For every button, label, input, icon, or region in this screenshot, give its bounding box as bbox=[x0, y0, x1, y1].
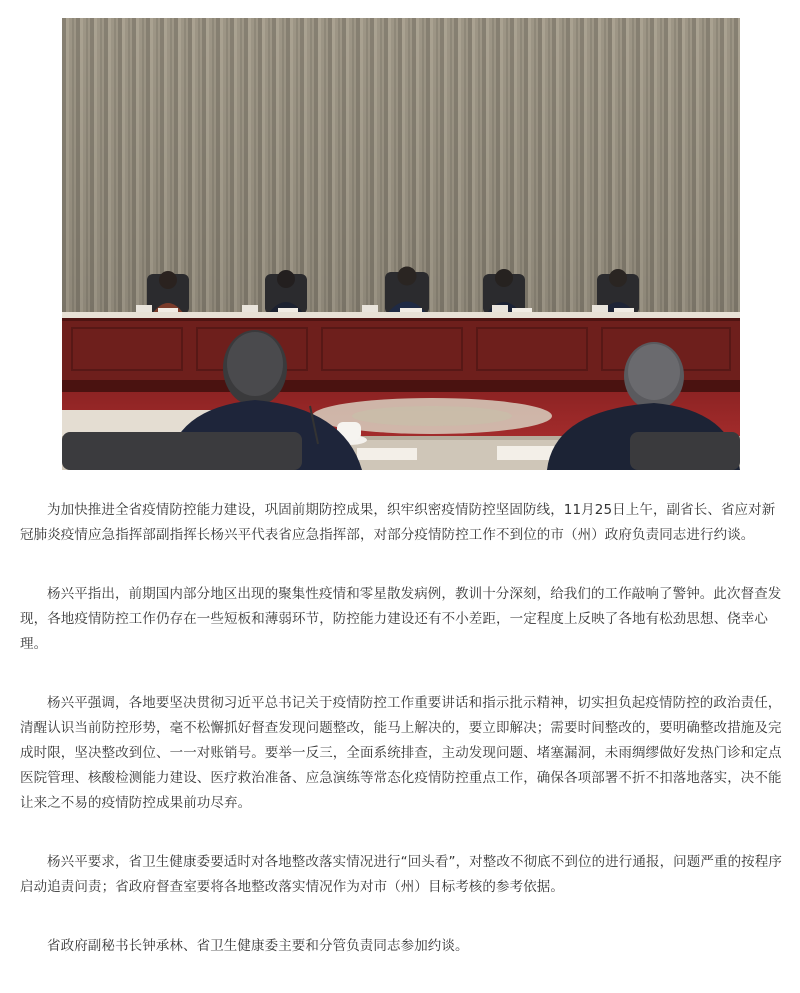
article-paragraph: 省政府副秘书长钟承林、省卫生健康委主要和分管负责同志参加约谈。 bbox=[47, 938, 469, 954]
article-paragraph: 为加快推进全省疫情防控能力建设，巩固前期防控成果，织牢织密疫情防控坚固防线，11月25日上午，副省长、省应对新冠肺炎疫情应急指挥部副指挥长杨兴平代表省应急指挥部，对部分疫情防控工作不到位的市（州）政府负责同志进行约谈。 bbox=[20, 502, 776, 543]
article-paragraph: 杨兴平指出，前期国内部分地区出现的聚集性疫情和零星散发病例，教训十分深刻，给我们的工作敲响了警钟。此次督查发现，各地疫情防控工作仍存在一些短板和薄弱环节，防控能力建设还有不小差距，一定程度上反映了各地有松劲思想、侥幸心理。 bbox=[20, 586, 782, 652]
article-paragraph: 杨兴平强调，各地要坚决贯彻习近平总书记关于疫情防控工作重要讲话和指示批示精神，切实担负起疫情防控的政治责任，清醒认识当前防控形势，毫不松懈抓好督查发现问题整改，能马上解决的，要立即解决；需要时间整改的，要明确整改措施及完成时限，坚决整改到位、一一对账销号。要举一反三，全面系统排查，主动发现问题、堵塞漏洞，未雨绸缪做好发热门诊和定点医院管理、核酸检测能力建设、医疗救治准备、应急演练等常态化疫情防控重点工作，确保各项部署不折不扣落地落实，决不能让来之不易的疫情防控成果前功尽弃。 bbox=[20, 695, 782, 811]
meeting-photo bbox=[62, 18, 740, 470]
article-paragraph: 杨兴平要求，省卫生健康委要适时对各地整改落实情况进行“回头看”，对整改不彻底不到位的进行通报，问题严重的按程序启动追责问责；省政府督查室要将各地整改落实情况作为对市（州）目标考核的参考依据。 bbox=[20, 854, 782, 895]
article-body bbox=[20, 498, 782, 993]
